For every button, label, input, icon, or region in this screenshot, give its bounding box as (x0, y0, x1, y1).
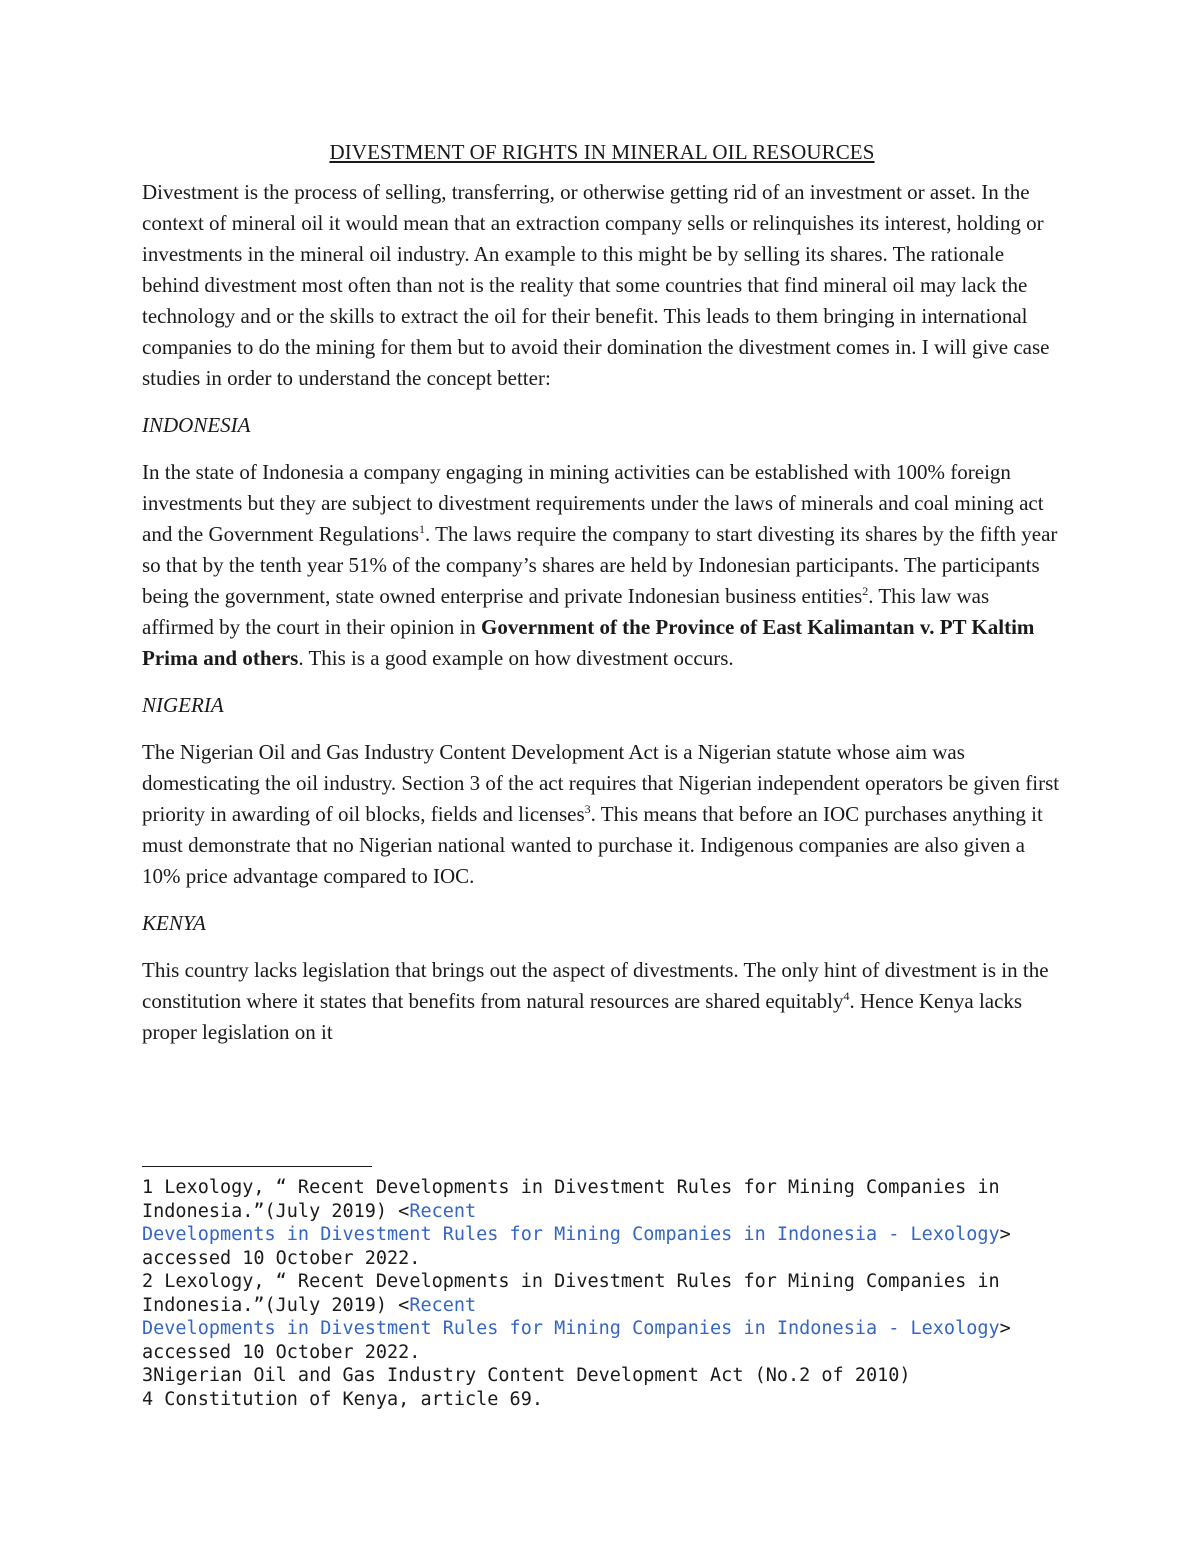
indonesia-text-2: . The laws require the company to start divesting its shares by the fifth year so that by the tenth year 51% of the company’s shares are held by Indonesian participants. The participants being the government, state owned enterprise and private Indonesian business entities (142, 522, 1058, 608)
footnote-number: 2 (142, 1271, 154, 1292)
case-name: Government of the Province of East Kalimantan v. PT Kaltim Prima and others (142, 615, 1035, 670)
footnote-link[interactable]: Developments in Divestment Rules for Mining Companies in Indonesia - Lexology (142, 1318, 1000, 1339)
section-heading-kenya: KENYA (142, 911, 206, 935)
nigeria-text-2: . This means that before an IOC purchases anything it must demonstrate that no Nigerian national wanted to purchase it. Indigenous companies are also given a 10% price advantage compared to IOC. (142, 802, 1043, 888)
intro-paragraph: Divestment is the process of selling, transferring, or otherwise getting rid of an investment or asset. In the context of mineral oil it would mean that an extraction company sells or relinquishes its interest, holding or investments in the mineral oil industry. An example to this might be by selling its shares. The rationale behind divestment most often than not is the reality that some countries that find mineral oil may lack the technology and or the skills to extract the oil for their benefit. This leads to them bringing in international companies to do the mining for them but to avoid their domination the divestment comes in. I will give case studies in order to understand the concept better: (142, 180, 1050, 390)
footnote-number: 3 (142, 1365, 154, 1386)
footnote-ref-2[interactable]: 2 (862, 584, 869, 598)
footnote-text: Lexology, “ Recent Developments in Divestment Rules for Mining Companies in Indonesia.”(July 2019) < (142, 1271, 1000, 1316)
footnote-link[interactable]: Recent (409, 1294, 477, 1316)
footnote-ref-4[interactable]: 4 (843, 989, 850, 1003)
nigeria-text-1: The Nigerian Oil and Gas Industry Content Development Act is a Nigerian statute whose aim was domesticating the oil industry. Section 3 of the act requires that Nigerian independent operators be given first priority in awarding of oil blocks, fields and licenses (142, 740, 1060, 826)
document-body (142, 140, 1062, 1064)
document-title: DIVESTMENT OF RIGHTS IN MINERAL OIL RESOURCES (329, 140, 875, 164)
footnote-1 (142, 1176, 1062, 1270)
footnotes (142, 1176, 1062, 1411)
kenya-paragraph (142, 955, 1062, 1048)
indonesia-text-4: . This is a good example on how divestment occurs. (298, 646, 734, 670)
nigeria-paragraph (142, 737, 1062, 892)
footnote-link[interactable]: Developments in Divestment Rules for Mining Companies in Indonesia - Lexology (142, 1224, 1000, 1245)
footnote-number: 1 (142, 1177, 154, 1198)
footnote-separator (142, 1166, 372, 1167)
footnote-tail: > (999, 1224, 1011, 1245)
kenya-text-1: This country lacks legislation that brings out the aspect of divestments. The only hint of divestment is in the constitution where it states that benefits from natural resources are shared equitably (142, 958, 1049, 1013)
footnote-text: Lexology, “ Recent Developments in Divestment Rules for Mining Companies in Indonesia.”(July 2019) < (142, 1177, 1000, 1222)
footnote-4 (142, 1388, 1062, 1412)
footnote-text: Constitution of Kenya, article 69. (153, 1388, 543, 1410)
footnote-accessed: accessed 10 October 2022. (142, 1247, 421, 1269)
footnote-ref-3[interactable]: 3 (584, 802, 591, 816)
footnote-link[interactable]: Recent (409, 1200, 477, 1222)
footnote-number: 4 (142, 1388, 154, 1410)
footnote-accessed: accessed 10 October 2022. (142, 1341, 421, 1363)
section-heading-indonesia: INDONESIA (142, 413, 251, 437)
indonesia-paragraph (142, 457, 1062, 674)
footnote-text: Nigerian Oil and Gas Industry Content Development Act (No.2 of 2010) (153, 1365, 911, 1386)
footnote-2 (142, 1270, 1062, 1364)
section-heading-nigeria: NIGERIA (142, 693, 224, 717)
footnote-3 (142, 1364, 1062, 1388)
indonesia-text-1: In the state of Indonesia a company engaging in mining activities can be established with 100% foreign investments but they are subject to divestment requirements under the laws of minerals and coal mining act and the Government Regulations (142, 460, 1044, 546)
indonesia-text-3: . This law was affirmed by the court in their opinion in (142, 584, 990, 639)
footnote-tail: > (999, 1318, 1011, 1339)
kenya-text-2: . Hence Kenya lacks proper legislation on it (142, 989, 1023, 1044)
footnote-ref-1[interactable]: 1 (419, 522, 426, 536)
